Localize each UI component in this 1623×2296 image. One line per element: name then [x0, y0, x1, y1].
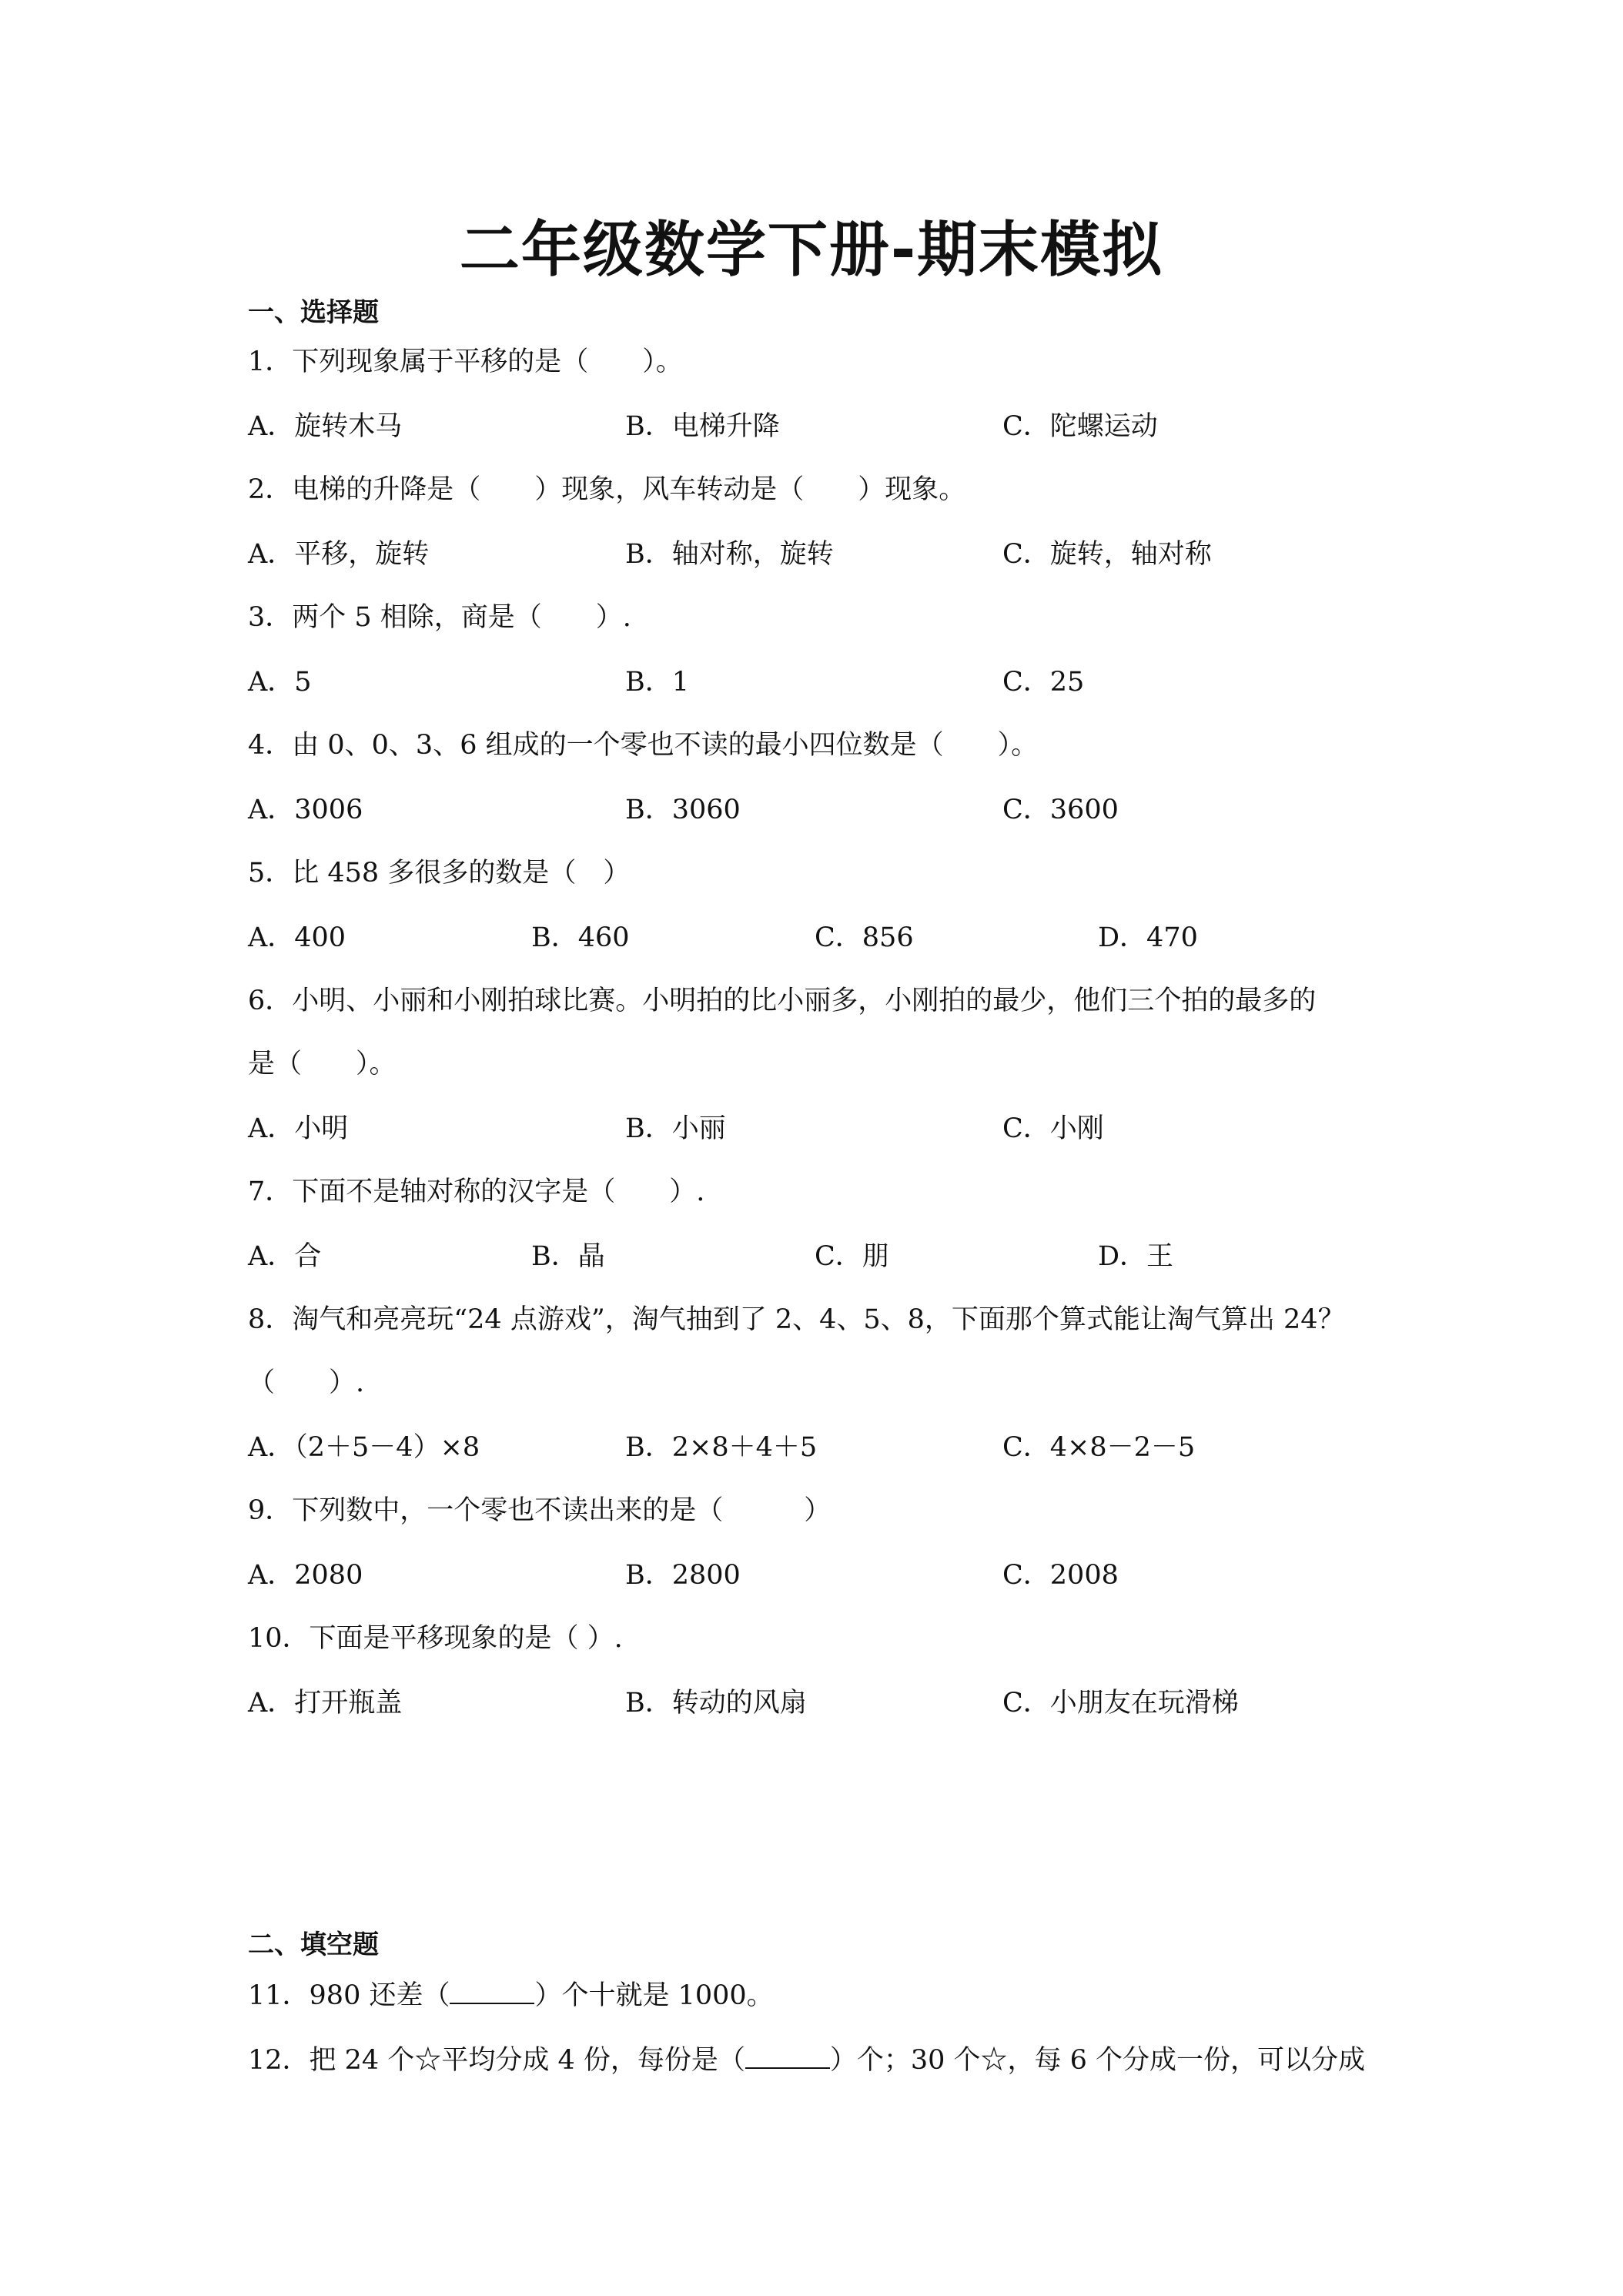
- fill-question: [248, 2039, 1365, 2077]
- fill-question-text: 12．把 24 个☆平均分成 4 份，每份是（: [248, 2045, 745, 2076]
- question-stem: 10．下面是平移现象的是（ ）.: [248, 1623, 623, 1654]
- question-stem: 2．电梯的升降是（ ）现象，风车转动是（ ）现象。: [248, 474, 966, 505]
- question-options: [248, 1554, 1403, 1592]
- question-options: [248, 533, 1403, 571]
- option-c[interactable]: C．陀螺运动: [1002, 411, 1158, 442]
- question-stem: 1．下列现象属于平移的是（ ）。: [248, 346, 683, 377]
- answer-blank[interactable]: [745, 2043, 830, 2069]
- question-stem: 5．比 458 多很多的数是（ ）: [248, 858, 631, 889]
- page-title: 二年级数学下册-期末模拟: [459, 216, 1164, 285]
- question-options: [248, 1235, 1403, 1274]
- section-heading-fill: 二、填空题: [248, 1930, 379, 1960]
- question-options: [248, 1682, 1403, 1720]
- option-a[interactable]: A．合: [248, 1241, 322, 1272]
- option-b[interactable]: B．轴对称，旋转: [625, 539, 834, 570]
- option-c[interactable]: C．旋转，轴对称: [1002, 539, 1212, 570]
- question-stem: 3．两个 5 相除，商是（ ）.: [248, 602, 631, 633]
- question-stem: 4．由 0、0、3、6 组成的一个零也不读的最小四位数是（ ）。: [248, 730, 1039, 761]
- question-stem-continued: （ ）.: [248, 1367, 365, 1398]
- option-c[interactable]: C．3600: [1002, 795, 1119, 825]
- option-d[interactable]: D．王: [1098, 1241, 1174, 1272]
- option-b[interactable]: B．小丽: [625, 1113, 726, 1144]
- question-options: [248, 1426, 1403, 1464]
- question-options: [248, 661, 1403, 699]
- option-c[interactable]: C．小刚: [1002, 1113, 1104, 1144]
- question-options: [248, 916, 1403, 955]
- option-b[interactable]: B．2×8＋4＋5: [625, 1432, 818, 1463]
- option-d[interactable]: D．470: [1098, 922, 1198, 953]
- option-a[interactable]: A．5: [248, 667, 312, 698]
- question-stem: 8．淘气和亮亮玩“24 点游戏”，淘气抽到了 2、4、5、8，下面那个算式能让淘气算出 24？: [248, 1304, 1345, 1335]
- option-b[interactable]: B．460: [531, 922, 630, 953]
- option-c[interactable]: C．小朋友在玩滑梯: [1002, 1688, 1239, 1719]
- question-stem: 6．小明、小丽和小刚拍球比赛。小明拍的比小丽多，小刚拍的最少，他们三个拍的最多的: [248, 986, 1317, 1016]
- option-c[interactable]: C．朋: [815, 1241, 889, 1272]
- option-a[interactable]: A．平移，旋转: [248, 539, 430, 570]
- fill-question-text: 11．980 还差（: [248, 1980, 450, 2011]
- fill-question-text: ）个十就是 1000。: [534, 1980, 774, 2011]
- option-b[interactable]: B．转动的风扇: [625, 1688, 807, 1719]
- fill-question-text: ）个；30 个☆，每 6 个分成一份，可以分成: [829, 2045, 1366, 2076]
- option-a[interactable]: A．小明: [248, 1113, 349, 1144]
- question-options: [248, 405, 1403, 443]
- option-b[interactable]: B．电梯升降: [625, 411, 780, 442]
- option-a[interactable]: A．（2＋5－4）×8: [248, 1432, 480, 1463]
- option-c[interactable]: C．4×8－2－5: [1002, 1432, 1196, 1463]
- question-options: [248, 788, 1403, 827]
- option-a[interactable]: A．2080: [248, 1560, 363, 1591]
- option-a[interactable]: A．打开瓶盖: [248, 1688, 403, 1719]
- option-b[interactable]: B．1: [625, 667, 689, 698]
- option-a[interactable]: A．400: [248, 922, 346, 953]
- option-c[interactable]: C．856: [815, 922, 914, 953]
- option-c[interactable]: C．2008: [1002, 1560, 1119, 1591]
- answer-blank[interactable]: [450, 1978, 534, 2004]
- option-b[interactable]: B．2800: [625, 1560, 741, 1591]
- question-stem-continued: 是（ ）。: [248, 1049, 397, 1079]
- option-a[interactable]: A．旋转木马: [248, 411, 403, 442]
- question-stem: 7．下面不是轴对称的汉字是（ ）.: [248, 1176, 705, 1207]
- option-b[interactable]: B．晶: [531, 1241, 605, 1272]
- option-b[interactable]: B．3060: [625, 795, 741, 825]
- question-stem: 9．下列数中，一个零也不读出来的是（ ）: [248, 1495, 832, 1526]
- option-a[interactable]: A．3006: [248, 795, 363, 825]
- option-c[interactable]: C．25: [1002, 667, 1085, 698]
- fill-question: [248, 1974, 774, 2013]
- question-options: [248, 1107, 1403, 1146]
- section-heading-choice: 一、选择题: [248, 297, 379, 328]
